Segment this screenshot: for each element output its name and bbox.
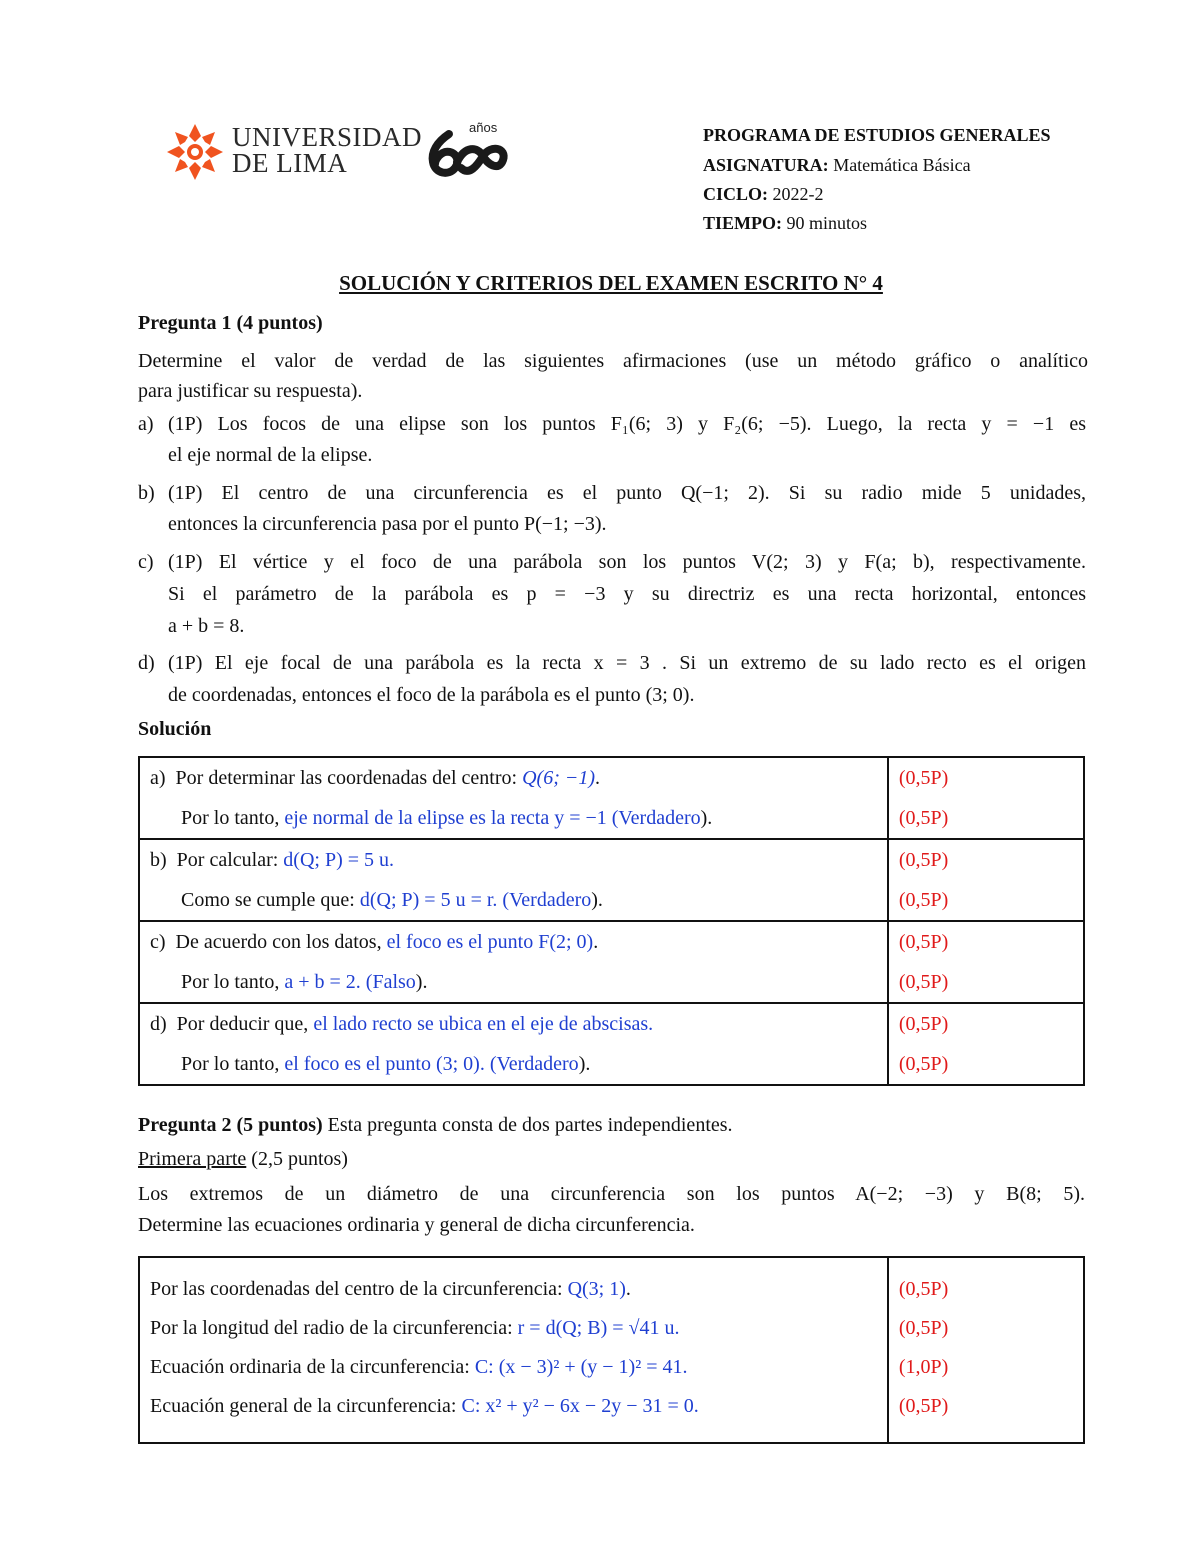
points-badge: (0,5P): [898, 1013, 949, 1035]
q1-solution-a-points: [888, 757, 1084, 839]
q1-solution-d-text: [139, 1003, 888, 1085]
q2-intro-line1: Los extremos de un diámetro de una circunferencia son los puntos A(−2; −3) y B(8; 5).: [138, 1183, 1085, 1205]
solution-line: Ecuación general de la circunferencia: C: x² + y² − 6x − 2y − 31 = 0.: [150, 1395, 699, 1417]
cycle-line: [703, 184, 824, 205]
time-line: [703, 213, 867, 234]
q1-b-line2: entonces la circunferencia pasa por el punto P(−1; −3).: [168, 513, 607, 535]
points-badge: (0,5P): [898, 889, 949, 911]
q1-a-label: a): [138, 413, 154, 435]
q2-intro-line2: Determine las ecuaciones ordinaria y general de dicha circunferencia.: [138, 1214, 695, 1236]
q1-solution-c-points: [888, 921, 1084, 1003]
q2-heading-line: [138, 1114, 1088, 1137]
q1-c-label: c): [138, 551, 154, 573]
solution-line: b) Por calcular: d(Q; P) = 5 u.: [150, 849, 395, 871]
table-row: [139, 1003, 1084, 1085]
q2-heading: Pregunta 2 (5 puntos): [138, 1114, 323, 1136]
q1-heading: Pregunta 1 (4 puntos): [138, 312, 323, 334]
solution-line: Por lo tanto, eje normal de la elipse es la recta y = −1 (Verdadero).: [181, 807, 713, 829]
subject-label: ASIGNATURA:: [703, 155, 829, 175]
solution-line: Por lo tanto, el foco es el punto (3; 0). (Verdadero).: [181, 1053, 591, 1075]
solution-line: c) De acuerdo con los datos, el foco es el punto F(2; 0).: [150, 931, 599, 953]
program-name: PROGRAMA DE ESTUDIOS GENERALES: [703, 125, 1051, 145]
points-badge: (0,5P): [898, 931, 949, 953]
anniversary-60-logo-icon: [425, 116, 510, 182]
solution-line: d) Por deducir que, el lado recto se ubica en el eje de abscisas.: [150, 1013, 654, 1035]
q1-d-label: d): [138, 652, 155, 674]
points-badge: (0,5P): [898, 1317, 949, 1339]
solution-line: Ecuación ordinaria de la circunferencia: C: (x − 3)² + (y − 1)² = 41.: [150, 1356, 688, 1378]
university-name-line2: DE LIMA: [232, 148, 348, 178]
time-label: TIEMPO:: [703, 213, 782, 233]
q1-b-line1: (1P) El centro de una circunferencia es el punto Q(−1; 2). Si su radio mide 5 unidades,: [168, 482, 1086, 504]
q1-c-line3: a + b = 8.: [168, 615, 245, 637]
q1-solution-d-points: [888, 1003, 1084, 1085]
university-name-line1: UNIVERSIDAD: [232, 122, 422, 152]
q1-a-line2: el eje normal de la elipse.: [168, 444, 373, 466]
points-badge: (0,5P): [898, 1053, 949, 1075]
solution-line: Como se cumple que: d(Q; P) = 5 u = r. (Verdadero).: [181, 889, 603, 911]
q1-solution-b-points: [888, 839, 1084, 921]
table-row: [139, 921, 1084, 1003]
q1-solution-heading: Solución: [138, 718, 212, 740]
cycle-value: 2022-2: [768, 184, 824, 204]
q1-solution-table: [138, 756, 1085, 1086]
page-title: SOLUCIÓN Y CRITERIOS DEL EXAMEN ESCRITO N° 4: [339, 271, 883, 295]
q1-intro-line1: Determine el valor de verdad de las siguientes afirmaciones (use un método gráfico o analítico: [138, 350, 1088, 372]
q2-solution-table: [138, 1256, 1085, 1444]
q1-solution-b-text: [139, 839, 888, 921]
time-value: 90 minutos: [782, 213, 868, 233]
q1-d-line1: (1P) El eje focal de una parábola es la recta x = 3 . Si un extremo de su lado recto es el origen: [168, 652, 1086, 674]
q1-b-label: b): [138, 482, 155, 504]
q1-a-line1: (1P) Los focos de una elipse son los puntos F₁(6; 3) y F₂(6; −5). Luego, la recta y = −1 es: [168, 413, 1086, 435]
points-badge: (0,5P): [898, 767, 949, 789]
points-badge: (1,0P): [898, 1356, 949, 1378]
solution-line: Por las coordenadas del centro de la circunferencia: Q(3; 1).: [150, 1278, 631, 1300]
q1-solution-a-text: [139, 757, 888, 839]
cycle-label: CICLO:: [703, 184, 769, 204]
q2-heading-tail: Esta pregunta consta de dos partes independientes.: [322, 1114, 733, 1136]
subject-value: Matemática Básica: [828, 155, 971, 175]
points-badge: (0,5P): [898, 849, 949, 871]
points-badge: (0,5P): [898, 1395, 949, 1417]
table-row: [139, 1257, 1084, 1443]
points-badge: (0,5P): [898, 1278, 949, 1300]
solution-line: Por lo tanto, a + b = 2. (Falso).: [181, 971, 428, 993]
q2-part-label: Primera parte: [138, 1148, 247, 1170]
q2-part-line: [138, 1148, 1088, 1171]
q1-d-line2: de coordenadas, entonces el foco de la parábola es el punto (3; 0).: [168, 684, 695, 706]
points-badge: (0,5P): [898, 971, 949, 993]
subject-line: [703, 155, 971, 176]
q1-solution-c-text: [139, 921, 888, 1003]
q1-intro-line2: para justificar su respuesta).: [138, 380, 363, 402]
table-row: [139, 757, 1084, 839]
university-logo-icon: [165, 122, 225, 182]
points-badge: (0,5P): [898, 807, 949, 829]
q2-part-points: (2,5 puntos): [246, 1148, 348, 1170]
solution-line: a) Por determinar las coordenadas del centro: Q(6; −1).: [150, 767, 601, 789]
q2-solution-points: [888, 1257, 1084, 1443]
q1-c-line1: (1P) El vértice y el foco de una parábola son los puntos V(2; 3) y F(a; b), respectivamente.: [168, 551, 1086, 573]
solution-line: Por la longitud del radio de la circunferencia: r = d(Q; B) = √41 u.: [150, 1317, 680, 1339]
table-row: [139, 839, 1084, 921]
q1-c-line2: Si el parámetro de la parábola es p = −3 y su directriz es una recta horizontal, entonces: [168, 583, 1086, 605]
q2-solution-text: [139, 1257, 888, 1443]
anniversary-label: años: [469, 120, 498, 135]
